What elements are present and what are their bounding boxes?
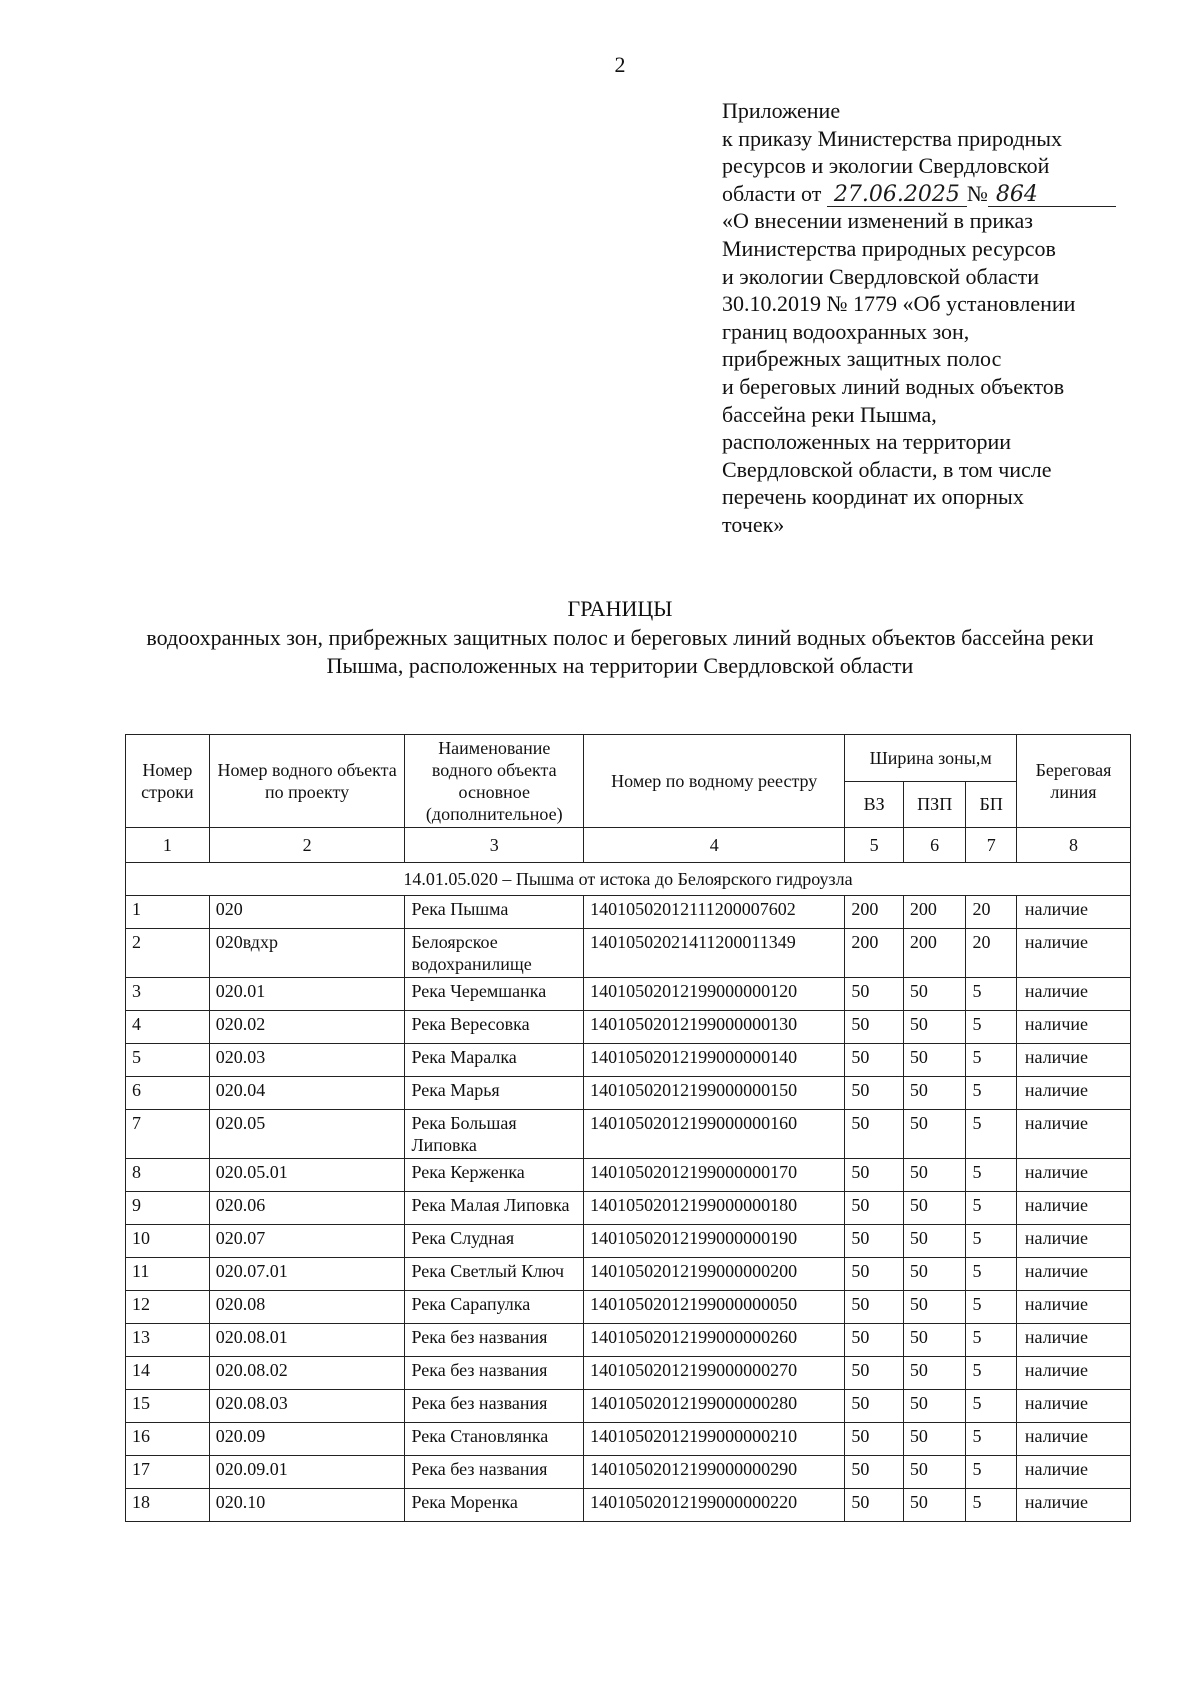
column-number: 4 — [584, 828, 845, 863]
cell-vz: 50 — [845, 1225, 904, 1258]
cell-registry-number: 14010502012111200007602 — [584, 896, 845, 929]
cell-vz: 50 — [845, 1390, 904, 1423]
cell-vz: 50 — [845, 1011, 904, 1044]
section-row — [126, 863, 1131, 896]
cell-registry-number: 14010502012199000000210 — [584, 1423, 845, 1456]
header-registry-number: Номер по водному реестру — [584, 735, 845, 828]
appendix-line: прибрежных защитных полос — [722, 346, 1002, 372]
cell-registry-number: 14010502012199000000290 — [584, 1456, 845, 1489]
cell-registry-number: 14010502012199000000270 — [584, 1357, 845, 1390]
appendix-line: бассейна реки Пышма, — [722, 401, 937, 427]
cell-vz: 200 — [845, 896, 904, 929]
cell-row-number: 5 — [126, 1044, 210, 1077]
cell-pzp: 50 — [903, 1077, 966, 1110]
cell-vz: 50 — [845, 1110, 904, 1159]
page-number: 2 — [614, 52, 626, 77]
appendix-header — [722, 97, 1162, 539]
cell-object-name: Река Сарапулка — [405, 1291, 584, 1324]
cell-row-number: 18 — [126, 1489, 210, 1522]
cell-project-number: 020.01 — [209, 978, 405, 1011]
table-body — [126, 828, 1131, 1522]
appendix-line: Министерства природных ресурсов — [722, 235, 1056, 261]
table-row — [126, 1291, 1131, 1324]
cell-vz: 50 — [845, 1291, 904, 1324]
cell-pzp: 50 — [903, 1456, 966, 1489]
cell-shoreline: наличие — [1016, 1044, 1130, 1077]
cell-object-name: Река Маралка — [405, 1044, 584, 1077]
cell-shoreline: наличие — [1016, 1423, 1130, 1456]
cell-object-name: Река Черемшанка — [405, 978, 584, 1011]
cell-bp: 5 — [966, 1192, 1016, 1225]
cell-shoreline: наличие — [1016, 1159, 1130, 1192]
cell-vz: 50 — [845, 1077, 904, 1110]
cell-row-number: 9 — [126, 1192, 210, 1225]
cell-object-name: Река Становлянка — [405, 1423, 584, 1456]
cell-row-number: 7 — [126, 1110, 210, 1159]
column-number: 8 — [1016, 828, 1130, 863]
cell-shoreline: наличие — [1016, 1357, 1130, 1390]
cell-pzp: 200 — [903, 896, 966, 929]
cell-vz: 50 — [845, 1423, 904, 1456]
header-row-number: Номер строки — [126, 735, 210, 828]
handwritten-number: 864 — [988, 184, 1116, 207]
cell-project-number: 020вдхр — [209, 929, 405, 978]
cell-object-name: Река Моренка — [405, 1489, 584, 1522]
cell-vz: 50 — [845, 1489, 904, 1522]
appendix-line: расположенных на территории — [722, 429, 1012, 455]
table-row — [126, 978, 1131, 1011]
appendix-line: и экологии Свердловской области — [722, 263, 1040, 289]
cell-project-number: 020.03 — [209, 1044, 405, 1077]
cell-registry-number: 14010502012199000000280 — [584, 1390, 845, 1423]
appendix-line: и береговых линий водных объектов — [722, 373, 1065, 399]
column-number: 1 — [126, 828, 210, 863]
cell-shoreline: наличие — [1016, 896, 1130, 929]
cell-registry-number: 14010502012199000000140 — [584, 1044, 845, 1077]
appendix-line: к приказу Министерства природных — [722, 125, 1063, 151]
table-row — [126, 1423, 1131, 1456]
cell-shoreline: наличие — [1016, 1489, 1130, 1522]
cell-row-number: 10 — [126, 1225, 210, 1258]
cell-row-number: 8 — [126, 1159, 210, 1192]
table-row — [126, 1225, 1131, 1258]
cell-registry-number: 14010502012199000000180 — [584, 1192, 845, 1225]
table-row — [126, 1456, 1131, 1489]
cell-pzp: 50 — [903, 1159, 966, 1192]
document-subtitle: водоохранных зон, прибрежных защитных полос и береговых линий водных объектов бассейна реки Пышма, расположенных на территории Свердловской области — [146, 625, 1094, 678]
date-prefix: области от — [722, 180, 822, 206]
table-row — [126, 1390, 1131, 1423]
cell-pzp: 50 — [903, 1192, 966, 1225]
header-pzp: ПЗП — [903, 781, 966, 828]
cell-vz: 50 — [845, 978, 904, 1011]
header-bp: БП — [966, 781, 1016, 828]
cell-pzp: 50 — [903, 1291, 966, 1324]
table-row — [126, 1077, 1131, 1110]
cell-shoreline: наличие — [1016, 978, 1130, 1011]
cell-object-name: Река Большая Липовка — [405, 1110, 584, 1159]
document-title: ГРАНИЦЫ — [567, 596, 673, 621]
cell-registry-number: 14010502012199000000200 — [584, 1258, 845, 1291]
cell-pzp: 50 — [903, 1489, 966, 1522]
header-object-name: Наименование водного объекта основное (дополнительное) — [405, 735, 584, 828]
cell-object-name: Река без названия — [405, 1456, 584, 1489]
table-row — [126, 1192, 1131, 1225]
section-title: 14.01.05.020 – Пышма от истока до Белоярского гидроузла — [126, 863, 1131, 896]
header-zone-width: Ширина зоны,м — [845, 735, 1017, 782]
cell-vz: 50 — [845, 1357, 904, 1390]
cell-project-number: 020.07.01 — [209, 1258, 405, 1291]
cell-row-number: 2 — [126, 929, 210, 978]
cell-object-name: Река без названия — [405, 1357, 584, 1390]
cell-object-name: Река Слудная — [405, 1225, 584, 1258]
cell-object-name: Река Керженка — [405, 1159, 584, 1192]
cell-shoreline: наличие — [1016, 1456, 1130, 1489]
cell-object-name: Река Марья — [405, 1077, 584, 1110]
cell-pzp: 50 — [903, 1110, 966, 1159]
cell-vz: 50 — [845, 1044, 904, 1077]
cell-pzp: 50 — [903, 978, 966, 1011]
cell-pzp: 50 — [903, 1225, 966, 1258]
header-vz: ВЗ — [845, 781, 904, 828]
appendix-line: перечень координат их опорных — [722, 484, 1024, 510]
table-row — [126, 1357, 1131, 1390]
cell-bp: 5 — [966, 1456, 1016, 1489]
cell-registry-number: 14010502012199000000160 — [584, 1110, 845, 1159]
cell-shoreline: наличие — [1016, 1291, 1130, 1324]
table-row — [126, 1159, 1131, 1192]
appendix-line: «О внесении изменений в приказ — [722, 208, 1033, 234]
cell-project-number: 020.05 — [209, 1110, 405, 1159]
cell-vz: 50 — [845, 1324, 904, 1357]
cell-object-name: Река Пышма — [405, 896, 584, 929]
cell-row-number: 15 — [126, 1390, 210, 1423]
cell-bp: 5 — [966, 978, 1016, 1011]
cell-registry-number: 14010502012199000000050 — [584, 1291, 845, 1324]
cell-project-number: 020.08.01 — [209, 1324, 405, 1357]
appendix-date-line — [722, 180, 1162, 208]
table-row — [126, 1489, 1131, 1522]
cell-vz: 50 — [845, 1192, 904, 1225]
cell-row-number: 6 — [126, 1077, 210, 1110]
header-shoreline: Береговая линия — [1016, 735, 1130, 828]
handwritten-date: 27.06.2025 — [827, 184, 967, 207]
cell-pzp: 50 — [903, 1423, 966, 1456]
cell-row-number: 3 — [126, 978, 210, 1011]
cell-bp: 5 — [966, 1159, 1016, 1192]
cell-shoreline: наличие — [1016, 1390, 1130, 1423]
cell-shoreline: наличие — [1016, 929, 1130, 978]
cell-row-number: 11 — [126, 1258, 210, 1291]
cell-bp: 5 — [966, 1324, 1016, 1357]
cell-shoreline: наличие — [1016, 1324, 1130, 1357]
table-row — [126, 1324, 1131, 1357]
cell-project-number: 020.04 — [209, 1077, 405, 1110]
appendix-line: ресурсов и экологии Свердловской — [722, 153, 1050, 179]
cell-bp: 20 — [966, 929, 1016, 978]
number-prefix: № — [966, 180, 988, 206]
cell-row-number: 17 — [126, 1456, 210, 1489]
cell-pzp: 50 — [903, 1258, 966, 1291]
column-number: 2 — [209, 828, 405, 863]
cell-project-number: 020.08.02 — [209, 1357, 405, 1390]
cell-pzp: 200 — [903, 929, 966, 978]
cell-object-name: Река Светлый Ключ — [405, 1258, 584, 1291]
cell-project-number: 020.10 — [209, 1489, 405, 1522]
cell-registry-number: 14010502012199000000220 — [584, 1489, 845, 1522]
appendix-line: точек» — [722, 511, 785, 537]
table-row — [126, 1044, 1131, 1077]
cell-bp: 5 — [966, 1489, 1016, 1522]
cell-object-name: Река без названия — [405, 1390, 584, 1423]
cell-bp: 5 — [966, 1011, 1016, 1044]
column-number: 7 — [966, 828, 1016, 863]
cell-bp: 5 — [966, 1390, 1016, 1423]
cell-shoreline: наличие — [1016, 1011, 1130, 1044]
cell-vz: 200 — [845, 929, 904, 978]
cell-row-number: 4 — [126, 1011, 210, 1044]
boundaries-table — [125, 734, 1131, 1522]
cell-registry-number: 14010502012199000000130 — [584, 1011, 845, 1044]
cell-vz: 50 — [845, 1258, 904, 1291]
table-row — [126, 1011, 1131, 1044]
cell-pzp: 50 — [903, 1011, 966, 1044]
cell-project-number: 020.08.03 — [209, 1390, 405, 1423]
table-row — [126, 1258, 1131, 1291]
cell-row-number: 12 — [126, 1291, 210, 1324]
cell-registry-number: 14010502012199000000190 — [584, 1225, 845, 1258]
cell-project-number: 020 — [209, 896, 405, 929]
cell-project-number: 020.06 — [209, 1192, 405, 1225]
cell-bp: 20 — [966, 896, 1016, 929]
cell-shoreline: наличие — [1016, 1077, 1130, 1110]
appendix-line: границ водоохранных зон, — [722, 318, 970, 344]
cell-project-number: 020.05.01 — [209, 1159, 405, 1192]
cell-shoreline: наличие — [1016, 1192, 1130, 1225]
table-row — [126, 929, 1131, 978]
cell-pzp: 50 — [903, 1324, 966, 1357]
cell-row-number: 1 — [126, 896, 210, 929]
cell-registry-number: 14010502012199000000170 — [584, 1159, 845, 1192]
cell-bp: 5 — [966, 1291, 1016, 1324]
header-project-number: Номер водного объекта по проекту — [209, 735, 405, 828]
table-header-row — [126, 735, 1131, 782]
table-row — [126, 1110, 1131, 1159]
appendix-line: 30.10.2019 № 1779 «Об установлении — [722, 291, 1076, 317]
column-number: 6 — [903, 828, 966, 863]
cell-bp: 5 — [966, 1258, 1016, 1291]
column-number: 3 — [405, 828, 584, 863]
column-number: 5 — [845, 828, 904, 863]
cell-bp: 5 — [966, 1044, 1016, 1077]
cell-pzp: 50 — [903, 1357, 966, 1390]
cell-object-name: Река Малая Липовка — [405, 1192, 584, 1225]
cell-registry-number: 14010502021411200011349 — [584, 929, 845, 978]
table-row — [126, 896, 1131, 929]
cell-row-number: 13 — [126, 1324, 210, 1357]
cell-bp: 5 — [966, 1077, 1016, 1110]
cell-pzp: 50 — [903, 1390, 966, 1423]
cell-project-number: 020.08 — [209, 1291, 405, 1324]
cell-row-number: 14 — [126, 1357, 210, 1390]
appendix-line: Свердловской области, в том числе — [722, 456, 1052, 482]
cell-row-number: 16 — [126, 1423, 210, 1456]
cell-shoreline: наличие — [1016, 1258, 1130, 1291]
cell-registry-number: 14010502012199000000260 — [584, 1324, 845, 1357]
cell-bp: 5 — [966, 1225, 1016, 1258]
cell-vz: 50 — [845, 1456, 904, 1489]
cell-bp: 5 — [966, 1423, 1016, 1456]
cell-vz: 50 — [845, 1159, 904, 1192]
cell-bp: 5 — [966, 1110, 1016, 1159]
cell-project-number: 020.02 — [209, 1011, 405, 1044]
cell-project-number: 020.09.01 — [209, 1456, 405, 1489]
cell-bp: 5 — [966, 1357, 1016, 1390]
cell-object-name: Река без названия — [405, 1324, 584, 1357]
cell-registry-number: 14010502012199000000120 — [584, 978, 845, 1011]
cell-registry-number: 14010502012199000000150 — [584, 1077, 845, 1110]
cell-project-number: 020.09 — [209, 1423, 405, 1456]
cell-shoreline: наличие — [1016, 1110, 1130, 1159]
cell-project-number: 020.07 — [209, 1225, 405, 1258]
column-number-row — [126, 828, 1131, 863]
cell-object-name: Белоярское водохранилище — [405, 929, 584, 978]
cell-object-name: Река Вересовка — [405, 1011, 584, 1044]
cell-pzp: 50 — [903, 1044, 966, 1077]
appendix-line: Приложение — [722, 98, 841, 123]
cell-shoreline: наличие — [1016, 1225, 1130, 1258]
